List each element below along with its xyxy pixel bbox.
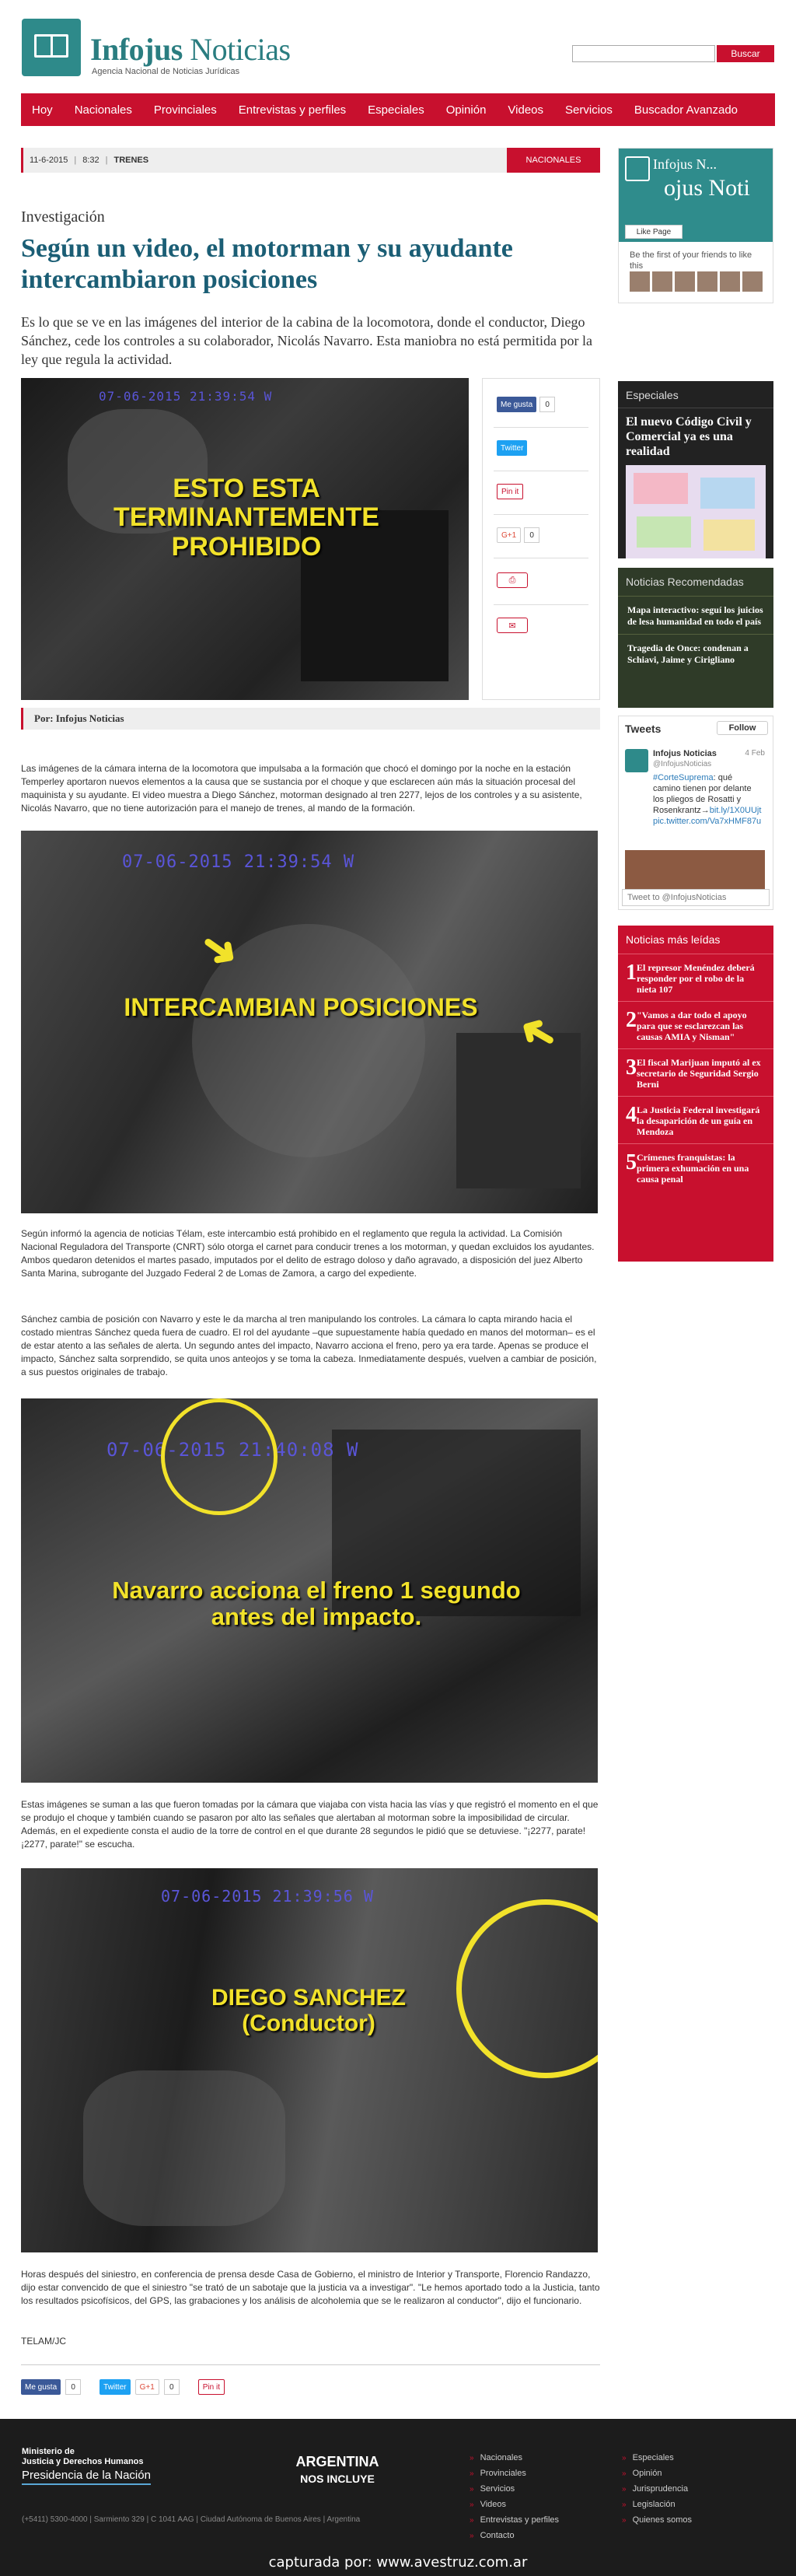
pinterest-button[interactable]: Pin it [198,2379,225,2395]
search-button[interactable]: Buscar [717,45,774,62]
pinterest-button[interactable]: Pin it [497,484,523,499]
facebook-like-count: 0 [65,2379,81,2395]
nav-item-nacionales[interactable]: Nacionales [74,103,132,117]
twitter-share-button[interactable]: Twitter [100,2379,130,2395]
gplus-count: 0 [164,2379,180,2395]
facebook-friend-faces [630,271,763,292]
video-frame-4 [21,1868,598,2252]
frame-timestamp: 07-06-2015 21:39:54 W [99,389,273,404]
mas-leidas-item[interactable] [618,1144,773,1191]
rank-number: 5 [626,1150,637,1174]
twitter-share-button[interactable]: Twitter [497,440,527,456]
search-input[interactable] [572,45,715,62]
gplus-button[interactable]: G+1 [497,527,521,543]
rank-title[interactable]: Crímenes franquistas: la primera exhumación en una causa penal [637,1152,749,1185]
video-frame-1 [21,378,469,700]
nav-item-provinciales[interactable]: Provinciales [153,103,217,117]
facebook-like-page-button[interactable]: Like Page [625,225,683,239]
rank-number: 1 [626,961,637,985]
gplus-button[interactable]: G+1 [135,2379,159,2395]
rank-title[interactable]: El represor Menéndez deberá responder por el robo de la nieta 107 [637,962,755,995]
twitter-follow-button[interactable]: Follow [717,721,768,735]
site-footer [0,2419,796,2576]
frame-caption: DIEGO SANCHEZ (Conductor) [211,1985,407,2036]
article-signature: TELAM/JC [21,2336,67,2347]
footer-link[interactable]: » Legislación [622,2497,692,2512]
nav-item-entrevistas[interactable]: Entrevistas y perfiles [238,103,347,117]
rank-title[interactable]: La Justicia Federal investigará la desaparición de un guía en Mendoza [637,1104,760,1137]
facebook-like-count: 0 [539,397,555,412]
tweet-to-input[interactable]: Tweet to @InfojusNoticias [622,889,770,906]
footer-link[interactable]: » Jurisprudencia [622,2481,692,2497]
facebook-friends-text: Be the first of your friends to like this [630,250,752,271]
arrow-icon: ➜ [190,917,250,981]
video-frame-3 [21,1398,598,1783]
especiales-image[interactable] [626,465,766,558]
article-meta-bar [21,148,600,173]
nav-item-buscador[interactable]: Buscador Avanzado [634,103,738,117]
mas-leidas-box [618,926,773,1262]
frame-timestamp: 07-06-2015 21:40:08 W [106,1439,359,1461]
recomendadas-box [618,568,773,708]
article-paragraph-5: Horas después del siniestro, en conferencia de prensa desde Casa de Gobierno, el ministro de Interior y Transporte, Florencio Randazzo, dijo estar convencido de que el siniestro "se trató de un sabotaje que la justicia va a investigar". "Le hemos aportado todo a la Justicia, tanto los resultados psicofísicos, del GPS, las grabaciones y los análisis de alcoholemia que se le realizaron al conductor", dijo el funcionario. [21,2269,600,2306]
facebook-cover-text: ojus Noti [664,175,750,201]
rank-title[interactable]: "Vamos a dar todo el apoyo para que se esclarezcan las causas AMIA y Nisman" [637,1010,747,1042]
ministry-logo[interactable] [22,2447,144,2467]
mas-leidas-item[interactable] [618,1049,773,1097]
especiales-heading: Especiales [618,381,773,408]
article-lead: Es lo que se ve en las imágenes del interior de la cabina de la locomotora, donde el conductor, Diego Sánchez, cede los controles a su colaborador, Nicolás Navarro. Esta maniobra no está permitida por la ley que regula la actividad. [21,314,593,367]
ministry-line-1: Ministerio de [22,2447,75,2456]
tweet-text [653,772,762,827]
article-paragraph-2: Según informó la agencia de noticias Télam, este intercambio está prohibido en el reglamento que regula la actividad. La Comisión Nacional Reguladora del Transporte (CNRT) sólo otorga el carnet para conducir trenes a los motorman, y quedan excluidos los ayudantes. Ambos quedaron detenidos el martes pasado, imputados por el delito de estrago doloso y daño agravado, a disposición del juez Alberto Santa Marina, subrogante del Juzgado Federal 2 de Lomas de Zamora, a cargo del expediente. [21,1228,595,1279]
ministry-line-2: Justicia y Derechos Humanos [22,2457,144,2466]
meta-separator: | [105,156,108,165]
article-title: Según un video, el motorman y su ayudante intercambiaron posiciones [21,234,513,294]
bottom-share-bar [21,2378,225,2396]
article-time: 8:32 [82,156,100,165]
rank-number: 3 [626,1055,637,1080]
share-column [482,378,600,700]
envelope-icon[interactable]: ✉ [497,618,528,633]
highlight-circle [161,1398,278,1515]
share-divider [494,514,588,515]
footer-link[interactable]: » Nacionales [470,2450,559,2466]
footer-links-col-1 [470,2450,559,2543]
footer-link[interactable]: » Quienes somos [622,2512,692,2528]
facebook-page-widget [618,148,773,303]
footer-link[interactable]: » Entrevistas y perfiles [470,2512,559,2528]
mas-leidas-item[interactable] [618,954,773,1002]
meta-separator: | [74,156,77,165]
tweet-photo[interactable] [625,850,765,889]
mas-leidas-item[interactable] [618,1002,773,1049]
nav-item-especiales[interactable]: Especiales [368,103,424,117]
mas-leidas-item[interactable] [618,1097,773,1144]
logo-subtitle: Agencia Nacional de Noticias Jurídicas [92,67,240,76]
frame-caption: Navarro acciona el freno 1 segundo antes del impacto. [112,1577,521,1631]
footer-link[interactable]: » Contacto [470,2528,559,2543]
footer-link[interactable]: » Servicios [470,2481,559,2497]
rank-number: 2 [626,1008,637,1032]
rank-title[interactable]: El fiscal Marijuan imputó al ex secretario de Seguridad Sergio Berni [637,1057,761,1090]
printer-icon[interactable]: ⎙ [497,572,528,588]
tweet-url-link[interactable]: bit.ly/1X0UUjt pic.twitter.com/Va7xHMF87u [653,806,762,826]
frame-caption: ESTO ESTA TERMINANTEMENTE PROHIBIDO [113,474,379,562]
especiales-box [618,381,773,558]
site-logo-icon[interactable] [22,19,81,76]
facebook-like-button[interactable]: Me gusta [497,397,536,412]
especiales-title[interactable]: El nuevo Código Civil y Comercial ya es una realidad [626,415,752,458]
section-badge[interactable]: NACIONALES [507,148,600,173]
gplus-count: 0 [524,527,539,543]
footer-link[interactable]: » Opinión [622,2466,692,2481]
rank-number: 4 [626,1103,637,1127]
nav-item-videos[interactable]: Videos [508,103,544,117]
argentina-text: ARGENTINA [295,2454,379,2469]
logo-main-a: Infojus [90,32,183,67]
recomendada-item-2[interactable]: Tragedia de Once: condenan a Schiavi, Jaime y Cirigliano [627,642,749,665]
facebook-like-button[interactable]: Me gusta [21,2379,61,2395]
recomendada-item-1[interactable]: Mapa interactivo: seguí los juicios de lesa humanidad en todo el país [618,597,773,635]
tweets-heading: Tweets [625,723,662,735]
tweet-date[interactable]: 4 Feb [745,749,765,758]
article-tag[interactable]: TRENES [113,156,149,165]
footer-link[interactable]: » Especiales [622,2450,692,2466]
nav-item-opinion[interactable]: Opinión [445,103,487,117]
frame-caption: INTERCAMBIAN POSICIONES [124,993,478,1021]
tweet-author-handle[interactable]: @InfojusNoticias [653,760,712,768]
tweet-hashtag-link[interactable]: #CorteSuprema [653,773,714,782]
tweet-author-name[interactable]: Infojus Noticias [653,749,717,758]
footer-address: (+5411) 5300-4000 | Sarmiento 329 | C 1041 AAG | Ciudad Autónoma de Buenos Aires | Argentina [22,2515,361,2524]
article-paragraph-1: Las imágenes de la cámara interna de la locomotora que impulsaba a la formación que chocó el domingo por la noche en la estación Temperley aportaron nuevos elementos a la causa que se sustancia por el choque y que esclarecen aún más la situación procesal del maquinista y su ayudante. El video muestra a Diego Sánchez, motorman designado al tren 2277, lejos de los controles y a su asistente, Nicolás Navarro, que no tiene autorización para el manejo de trenes, al mando de la formación. [21,763,582,814]
argentina-logo [283,2453,392,2487]
article-author: Por: Infojus Noticias [21,708,600,730]
video-frame-2 [21,831,598,1213]
logo-main-b: Noticias [182,32,291,67]
twitter-widget [618,716,773,910]
facebook-page-avatar [625,156,650,181]
tweet-body: : qué camino tienen por delante los pliegos de Rosatti y Rosenkrantz→ [653,773,752,815]
facebook-page-name[interactable]: Infojus N... [653,156,717,172]
content-divider [21,2364,600,2365]
mas-leidas-heading: Noticias más leídas [618,926,773,954]
site-logo-text[interactable] [90,31,291,68]
footer-link[interactable]: » Provinciales [470,2466,559,2481]
frame-timestamp: 07-06-2015 21:39:56 W [161,1887,374,1906]
presidency-label[interactable]: Presidencia de la Nación [22,2469,151,2485]
article-date: 11-6-2015 [30,156,68,165]
share-divider [494,427,588,428]
share-divider [494,604,588,605]
recomendadas-heading: Noticias Recomendadas [618,568,773,597]
nos-incluye-text: NOS INCLUYE [300,2473,375,2485]
article-kicker: Investigación [21,208,105,226]
main-nav [21,93,775,126]
article-paragraph-3: Sánchez cambia de posición con Navarro y este le da marcha al tren manipulando los controles. La cámara lo capta mirando hacia el costado mientras Sánchez queda fuera de cuadro. El rol del ayudante –que supuestamente había quedado en manos del motorman– es el de estar atento a las señales de alerta. Un segundo antes del impacto, Navarro acciona el freno, pero ya era tarde. Apenas se produce el impacto, Sánchez salta sorprendido, se quita unos anteojos y se toma la cabeza. Inmediatamente después, vuelven a cambiar de posición, a sus puestos originales de trabajo. [21,1314,597,1377]
footer-links-col-2 [622,2450,692,2528]
frame-timestamp: 07-06-2015 21:39:54 W [122,852,355,872]
arrow-icon: ➜ [508,1003,567,1066]
capture-credit: capturada por: www.avestruz.com.ar [268,2554,528,2571]
footer-link[interactable]: » Videos [470,2497,559,2512]
nav-item-servicios[interactable]: Servicios [565,103,613,117]
twitter-avatar[interactable] [625,749,648,772]
article-paragraph-4: Estas imágenes se suman a las que fueron tomadas por la cámara que viajaba con vista hacia las vías y que registró el momento en el que se produjo el choque y también cuando se pasaron por alto las señales que alertaban al motorman sobre la imposibilidad de circular. Además, en el expediente consta el audio de la torre de control en el que durante 28 segundos le pidió que se detuviese. "¡2277, parate! ¡2277, parate!" se escucha. [21,1799,599,1850]
facebook-cover[interactable] [619,149,773,242]
nav-item-hoy[interactable]: Hoy [32,103,53,117]
